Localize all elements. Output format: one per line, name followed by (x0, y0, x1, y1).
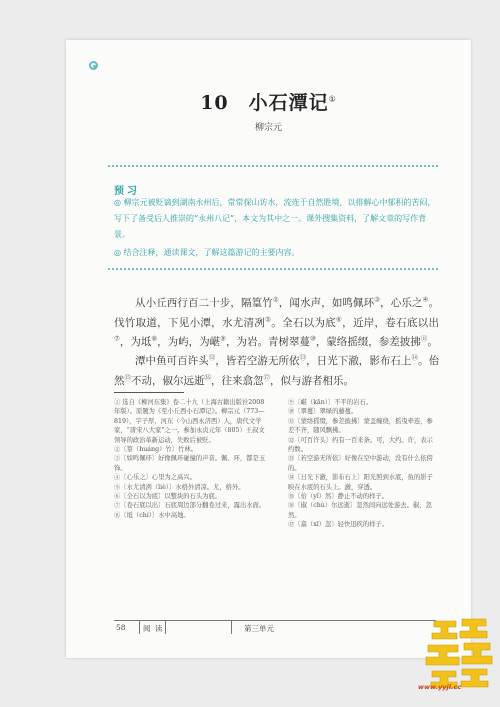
footnote-item: ⑬〔若空游无所依〕好像在空中游动，没有什么依傍的。 (288, 455, 433, 472)
footnote-ref: ⑬ (299, 353, 307, 362)
preview-bullet-icon: ◎ (114, 198, 121, 207)
footnote-ref: ⑥ (336, 315, 343, 323)
footnotes-right-column (288, 398, 438, 530)
footnote-item: ④〔心乐之〕心里为之高兴。 (114, 474, 196, 482)
body-text: 从小丘西行百二十步，隔篁竹 (135, 297, 273, 309)
footnote-ref: ⑩ (309, 334, 316, 343)
body-text: ，蒙络摇缀，参差披拂 (315, 336, 421, 348)
title-footnote-mark: ① (328, 94, 337, 104)
body-text: ，为屿，为嵁 (157, 336, 221, 348)
body-text: 。佁然 (114, 355, 440, 387)
footnote-item: ⑦〔卷石底以出〕石底周边部分翻卷过来，露出水面。 (114, 502, 266, 510)
body-text: 。全石以为底 (271, 316, 337, 329)
footnote-item: ⑨〔嵁（kān）〕不平的岩石。 (288, 399, 373, 406)
footnote-ref: ⑧ (151, 334, 158, 343)
footnote-item: ⑯〔俶（chù）尔远逝〕忽然间向远处游去。俶，忽然。 (288, 502, 432, 519)
footnote-item: ⑰〔翕（xī）忽〕轻快迅疾的样子。 (288, 521, 389, 529)
preview-item-2 (114, 245, 438, 261)
preview-item-text: 结合注释，通读课文，了解这篇游记的主要内容。 (123, 248, 300, 257)
unit-label: 第三单元 (244, 624, 274, 633)
divider-top (108, 165, 438, 167)
footnote-rule (114, 392, 184, 393)
footnotes-left-column (114, 398, 266, 520)
footer-separator (139, 620, 140, 634)
footnote-item: ②〔篁（huáng）竹〕竹林。 (114, 446, 197, 454)
footnote-item: ⑮〔佁（yǐ）然〕静止不动的样子。 (288, 493, 389, 501)
footnote-item: ⑥〔全石以为底〕以整块的石头为底。 (114, 493, 222, 501)
footnote-item: ⑧〔坻（chí）〕水中高地。 (114, 511, 190, 519)
footnote-item: ⑤〔水尤清洌（liè）〕水格外清凉。尤，格外。 (114, 483, 245, 491)
footer-rule (114, 620, 436, 621)
section-marker-icon (89, 61, 98, 70)
section-label: 阅 读 (143, 624, 164, 633)
body-paragraph (114, 294, 439, 353)
body-text: ，为岩。青树翠蔓 (225, 336, 310, 348)
footer-separator (165, 620, 166, 634)
footnote-ref: ⑰ (263, 373, 270, 381)
footnote-ref: ⑦ (114, 334, 120, 343)
preview-item-1 (114, 195, 438, 243)
footnote-item: ⑪〔蒙络摇缀，参差披拂〕蒙盖缠绕，摇曳牵连，参差不齐，随风飘拂。 (288, 417, 433, 435)
body-text: 不动，俶尔远逝 (131, 374, 205, 387)
preview-item-text: 柳宗元被贬谪到湖南永州后，常常探山访水，流连于自然胜境，以排解心中郁积的苦闷，写下了备受后人推崇的“永州八记”，本文为其中之一。课外搜集资料，了解文章的写作背景。 (114, 198, 436, 239)
footer-separator (231, 620, 232, 634)
footnote-item: ③〔如鸣佩环〕好像佩环碰撞的声音。佩、环，都是玉饰。 (114, 455, 266, 472)
footnote-item: ① 选自《柳河东集》卷二十九（上海古籍出版社2008年版）。原题为《至小丘西小石潭记》。柳宗元（773—819），字子厚，河东（今山西永济西）人，唐代文学家，“唐宋八大家”之一。参加永贞元年（805）王叔文领导的政治革新运动，失败后被贬。 (114, 399, 265, 444)
lesson-title (66, 88, 471, 115)
body-text: ，为坻 (119, 336, 152, 348)
footnote-ref: ⑮ (124, 373, 131, 381)
body-paragraph (114, 352, 439, 391)
lesson-title-text: 10 小石潭记 (200, 92, 329, 114)
footnote-ref: ② (272, 295, 279, 304)
body-text: ，似与游者相乐。 (270, 374, 354, 387)
page-number: 58 (116, 623, 126, 632)
footnote-item: ⑩〔翠蔓〕翠绿的藤蔓。 (288, 408, 358, 416)
body-text: 潭中鱼可百许头 (135, 355, 209, 367)
footnote-ref: ④ (422, 295, 429, 304)
body-text: ，闻水声，如鸣佩环 (278, 297, 375, 309)
body-text: ，近岸，卷石底以出 (342, 316, 440, 329)
body-text: ，心乐之 (380, 297, 423, 309)
body-text: ，日光下澈，影布石上 (306, 355, 412, 367)
textbook-page (66, 40, 471, 658)
footnote-ref: ⑪ (420, 334, 428, 343)
preview-bullet-icon: ◎ (114, 248, 121, 257)
footnote-ref: ⑫ (208, 353, 216, 362)
footnote-ref: ③ (374, 295, 381, 304)
body-text: ，皆若空游无所依 (215, 355, 300, 367)
preview-heading: 预习 (114, 186, 140, 197)
body-text: ，往来翕忽 (211, 374, 264, 387)
footnote-ref: ⑨ (220, 334, 226, 343)
divider-bottom (108, 268, 438, 270)
author-name: 柳宗元 (254, 123, 282, 133)
footnote-ref: ⑯ (204, 373, 211, 381)
footnote-ref: ⑭ (411, 353, 419, 362)
body-text: 。 (427, 336, 438, 348)
footnote-item: ⑭〔日光下澈，影布石上〕阳光照到水底，鱼的影子映在水底的石头上。澈，穿透。 (288, 474, 433, 491)
watermark-url: www.yyjl.cc (418, 683, 462, 691)
footnote-ref: ⑤ (265, 315, 272, 323)
body-text: 。伐竹取道，下见小潭，水尤清冽 (114, 297, 440, 329)
footnote-item: ⑫〔可百许头〕约有一百来条。可，大约。许，表示约数。 (288, 436, 433, 454)
